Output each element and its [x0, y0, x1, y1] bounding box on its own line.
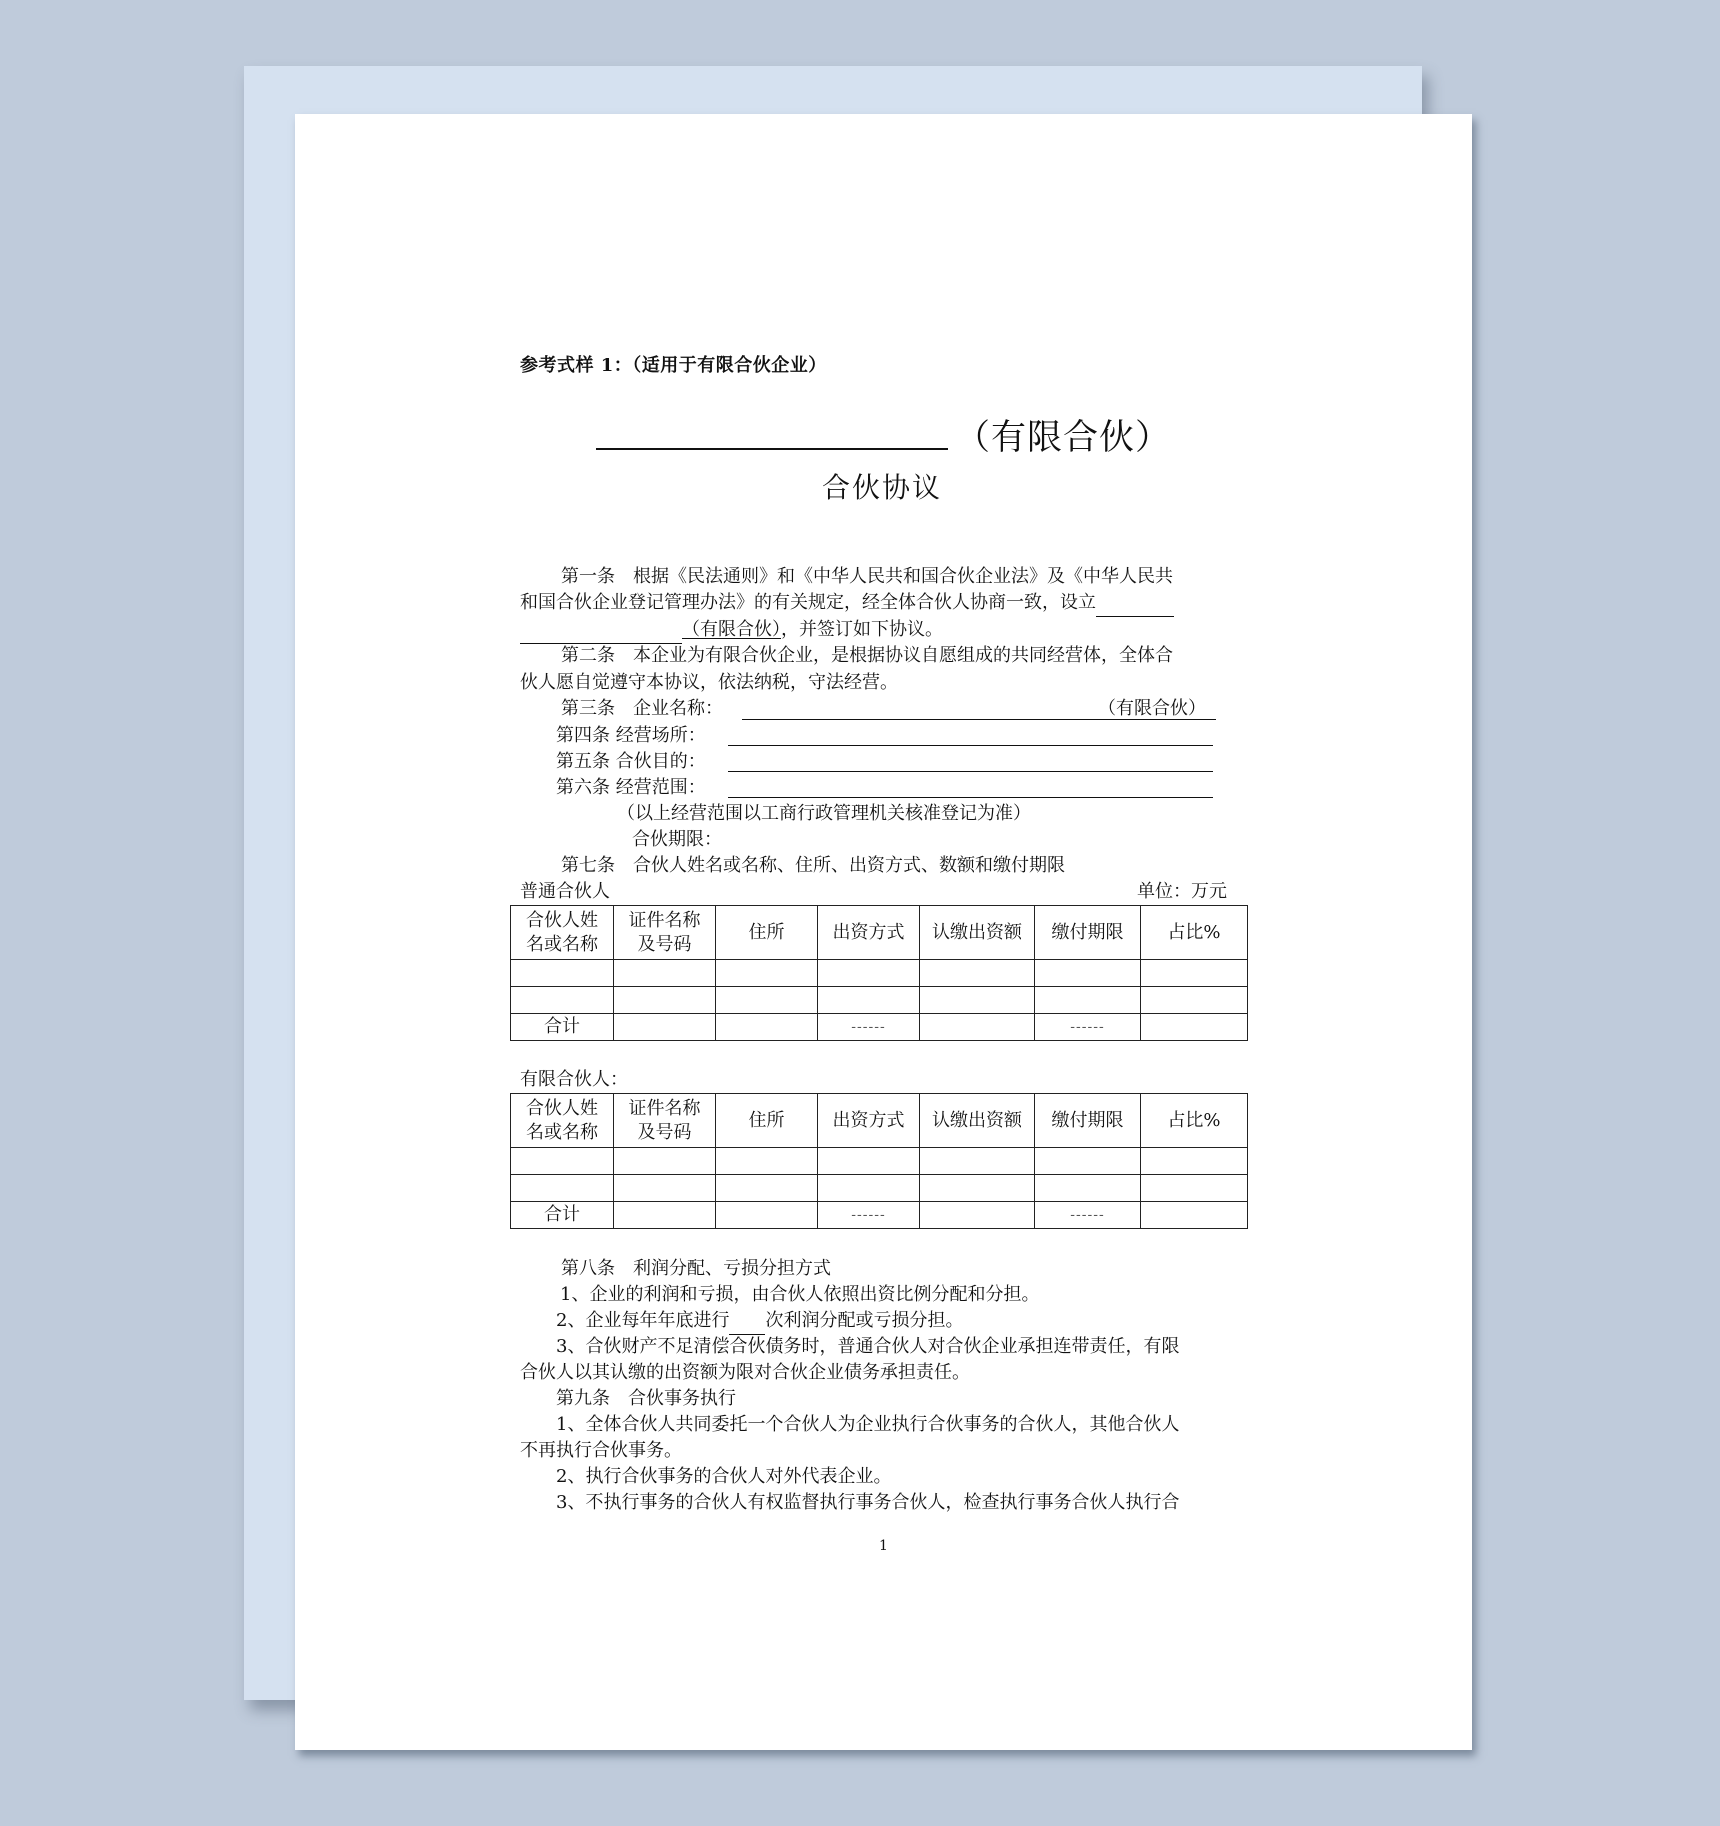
header-share-percent: 占比%: [1141, 906, 1248, 960]
table-header-row: [511, 906, 1248, 960]
partnership-term-label: 合伙期限：: [632, 829, 722, 850]
business-scope-field-line: [728, 797, 1213, 798]
table-cell[interactable]: [511, 987, 614, 1014]
table-cell[interactable]: [614, 1014, 716, 1041]
limited-partners-table: [510, 1093, 1248, 1229]
table-cell[interactable]: [818, 1175, 920, 1202]
total-label: 合计: [511, 1014, 614, 1041]
article-1-line-1: 第一条 根据《民法通则》和《中华人民共和国合伙企业法》及《中华人民共: [561, 566, 1173, 587]
article-4-label: 第四条 经营场所：: [556, 725, 706, 746]
table-cell[interactable]: [1035, 1148, 1141, 1175]
header-contribution-method: 出资方式: [818, 906, 920, 960]
article-6-label: 第六条 经营范围：: [556, 777, 706, 798]
article-9-title: 第九条 合伙事务执行: [556, 1388, 736, 1409]
article-1-line-3-text: ，并签订如下协议。: [781, 619, 943, 640]
article-9-item-2: 2、执行合伙事务的合伙人对外代表企业。: [556, 1466, 892, 1487]
table-cell[interactable]: [716, 1202, 818, 1229]
table-cell[interactable]: [614, 1202, 716, 1229]
table-cell[interactable]: [1141, 1014, 1248, 1041]
article-8-item-2-pre: 2、企业每年年底进行: [556, 1310, 730, 1331]
table-cell[interactable]: [716, 1148, 818, 1175]
total-label: 合计: [511, 1202, 614, 1229]
table-row: [511, 987, 1248, 1014]
table-cell[interactable]: [920, 1148, 1035, 1175]
total-dashes: ------: [1035, 1202, 1141, 1229]
article-9-item-1-line-2: 不再执行合伙事务。: [520, 1440, 682, 1461]
general-partners-label: 普通合伙人: [520, 881, 610, 902]
article-1-line-2: [520, 590, 1174, 617]
title-blank-line: [596, 448, 948, 450]
total-dashes: ------: [1035, 1014, 1141, 1041]
article-8-item-2-post: 次利润分配或亏损分担。: [765, 1310, 964, 1331]
table-cell[interactable]: [716, 1014, 818, 1041]
table-cell[interactable]: [1035, 960, 1141, 987]
page-number: 1: [879, 1538, 888, 1554]
table-cell[interactable]: [920, 960, 1035, 987]
table-cell[interactable]: [716, 960, 818, 987]
business-location-field-line: [728, 745, 1213, 746]
table-cell[interactable]: [716, 987, 818, 1014]
table-cell[interactable]: [1035, 987, 1141, 1014]
sample-label: 参考式样 1：（适用于有限合伙企业）: [520, 355, 827, 376]
table-cell[interactable]: [920, 987, 1035, 1014]
header-partner-name: 合伙人姓 名或名称: [511, 906, 614, 960]
table-cell[interactable]: [1141, 1202, 1248, 1229]
header-contribution-method: 出资方式: [818, 1094, 920, 1148]
table-cell[interactable]: [818, 1148, 920, 1175]
header-partner-name: 合伙人姓 名或名称: [511, 1094, 614, 1148]
table-cell[interactable]: [1035, 1175, 1141, 1202]
header-payment-deadline: 缴付期限: [1035, 1094, 1141, 1148]
article-1-line-2-text: 和国合伙企业登记管理办法》的有关规定，经全体合伙人协商一致，设立: [520, 592, 1096, 613]
table-cell[interactable]: [920, 1014, 1035, 1041]
article-8-item-3-line-1: 3、合伙财产不足清偿合伙债务时，普通合伙人对合伙企业承担连带责任，有限: [556, 1336, 1180, 1357]
general-partners-table: [510, 905, 1248, 1041]
article-2-line-2: 伙人愿自觉遵守本协议，依法纳税，守法经营。: [520, 672, 898, 693]
header-subscribed-amount: 认缴出资额: [920, 1094, 1035, 1148]
article-3-suffix: （有限合伙）: [1098, 698, 1206, 719]
table-row: [511, 1175, 1248, 1202]
table-cell[interactable]: [818, 987, 920, 1014]
table-total-row: [511, 1202, 1248, 1229]
unit-label: 单位：万元: [1137, 881, 1227, 902]
header-address: 住所: [716, 1094, 818, 1148]
article-8-item-2: [556, 1308, 963, 1335]
header-id-document: 证件名称 及号码: [614, 1094, 716, 1148]
article-9-item-1-line-1: 1、全体合伙人共同委托一个合伙人为企业执行合伙事务的合伙人，其他合伙人: [556, 1414, 1180, 1435]
table-cell[interactable]: [920, 1175, 1035, 1202]
table-cell[interactable]: [716, 1175, 818, 1202]
title-suffix: （有限合伙）: [955, 418, 1172, 458]
table-cell[interactable]: [818, 960, 920, 987]
total-dashes: ------: [818, 1014, 920, 1041]
header-share-percent: 占比%: [1141, 1094, 1248, 1148]
table-cell[interactable]: [614, 987, 716, 1014]
table-row: [511, 960, 1248, 987]
article-8-title: 第八条 利润分配、亏损分担方式: [561, 1258, 831, 1279]
header-address: 住所: [716, 906, 818, 960]
article-1-line-3: [520, 617, 943, 644]
article-7-title: 第七条 合伙人姓名或名称、住所、出资方式、数额和缴付期限: [561, 855, 1065, 876]
table-cell[interactable]: [614, 1148, 716, 1175]
distribution-count-blank: [729, 1308, 765, 1335]
article-2-line-1: 第二条 本企业为有限合伙企业，是根据协议自愿组成的共同经营体，全体合: [561, 645, 1173, 666]
document-title: 合伙协议: [822, 471, 943, 504]
enterprise-name-blank-2: [520, 617, 682, 644]
article-8-item-3-line-2: 合伙人以其认缴的出资额为限对合伙企业债务承担责任。: [520, 1362, 970, 1383]
limited-partnership-suffix: （有限合伙）: [682, 619, 781, 640]
article-9-item-3: 3、不执行事务的合伙人有权监督执行事务合伙人，检查执行事务合伙人执行合: [556, 1492, 1180, 1513]
article-3-label: 第三条 企业名称：: [561, 698, 723, 719]
table-cell[interactable]: [1141, 987, 1248, 1014]
header-payment-deadline: 缴付期限: [1035, 906, 1141, 960]
table-cell[interactable]: [614, 960, 716, 987]
limited-partners-label: 有限合伙人：: [520, 1069, 628, 1090]
table-header-row: [511, 1094, 1248, 1148]
table-cell[interactable]: [920, 1202, 1035, 1229]
header-id-document: 证件名称 及号码: [614, 906, 716, 960]
article-8-item-1: 1、企业的利润和亏损，由合伙人依照出资比例分配和分担。: [560, 1284, 1040, 1305]
table-cell[interactable]: [511, 1148, 614, 1175]
business-scope-note: （以上经营范围以工商行政管理机关核准登记为准）: [617, 803, 1031, 824]
table-cell[interactable]: [1141, 1175, 1248, 1202]
header-subscribed-amount: 认缴出资额: [920, 906, 1035, 960]
table-cell[interactable]: [1141, 960, 1248, 987]
table-cell[interactable]: [614, 1175, 716, 1202]
table-row: [511, 1148, 1248, 1175]
enterprise-name-blank-1: [1096, 590, 1174, 617]
total-dashes: ------: [818, 1202, 920, 1229]
table-cell[interactable]: [511, 1175, 614, 1202]
table-cell[interactable]: [1141, 1148, 1248, 1175]
article-5-label: 第五条 合伙目的：: [556, 751, 706, 772]
table-total-row: [511, 1014, 1248, 1041]
table-cell[interactable]: [511, 960, 614, 987]
partnership-purpose-field-line: [728, 771, 1213, 772]
